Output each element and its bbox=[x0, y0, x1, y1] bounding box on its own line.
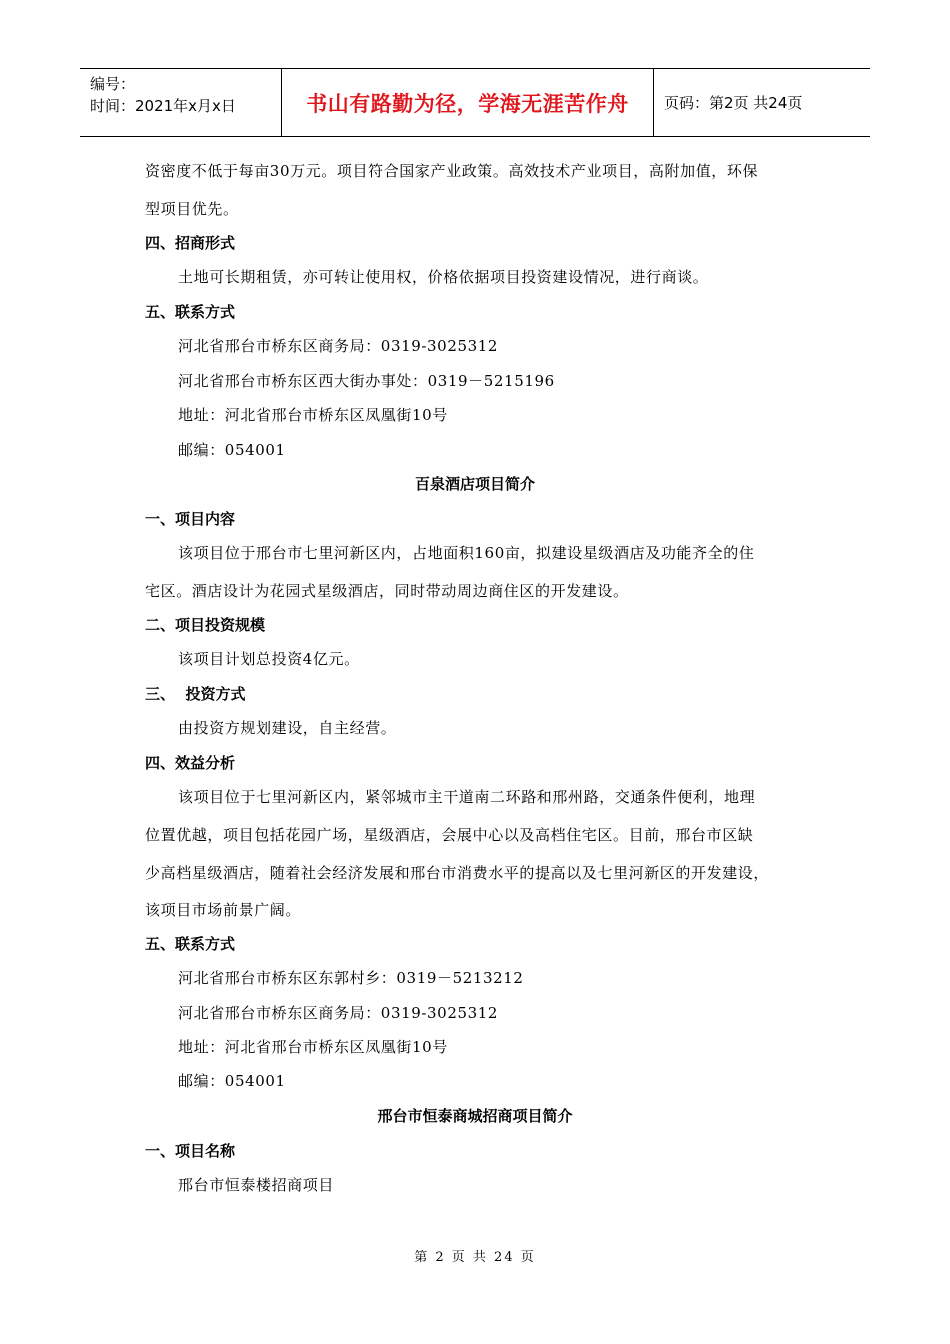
section-heading: 四、招商形式 bbox=[145, 234, 236, 252]
contact-line: 河北省邢台市桥东区西大街办事处：0319－5215196 bbox=[178, 372, 555, 390]
section-heading: 五、联系方式 bbox=[145, 303, 236, 321]
postcode-line: 邮编：054001 bbox=[178, 1072, 286, 1090]
section-heading: 四、效益分析 bbox=[145, 754, 236, 772]
page-footer: 第 2 页 共 24 页 bbox=[414, 1250, 536, 1265]
paragraph-line: 位置优越，项目包括花园广场，星级酒店，会展中心以及高档住宅区。目前，邢台市区缺 bbox=[145, 826, 754, 844]
paragraph-line: 宅区。酒店设计为花园式星级酒店，同时带动周边商住区的开发建设。 bbox=[145, 582, 629, 600]
address-line: 地址：河北省邢台市桥东区凤凰街10号 bbox=[178, 406, 448, 424]
document-number-label: 编号： bbox=[90, 75, 136, 93]
paragraph-line: 该项目位于七里河新区内，紧邻城市主干道南二环路和邢州路，交通条件便利，地理 bbox=[178, 788, 756, 806]
paragraph-line: 土地可长期租赁，亦可转让使用权，价格依据项目投资建设情况，进行商谈。 bbox=[178, 268, 709, 286]
paragraph-line: 该项目计划总投资4亿元。 bbox=[178, 650, 360, 668]
header-motto: 书山有路勤为径，学海无涯苦作舟 bbox=[282, 69, 654, 136]
postcode-line: 邮编：054001 bbox=[178, 441, 286, 459]
contact-line: 河北省邢台市桥东区东郭村乡：0319－5213212 bbox=[178, 969, 524, 987]
paragraph-line: 由投资方规划建设，自主经营。 bbox=[178, 719, 397, 737]
section-heading: 三、 投资方式 bbox=[145, 685, 246, 703]
paragraph-line: 型项目优先。 bbox=[145, 200, 239, 218]
project-title: 百泉酒店项目简介 bbox=[414, 475, 535, 493]
paragraph-line: 少高档星级酒店，随着社会经济发展和邢台市消费水平的提高以及七里河新区的开发建设， bbox=[145, 864, 770, 882]
section-heading: 二、项目投资规模 bbox=[145, 616, 266, 634]
paragraph-line: 邢台市恒泰楼招商项目 bbox=[178, 1176, 335, 1194]
paragraph-line: 该项目位于邢台市七里河新区内，占地面积160亩，拟建设星级酒店及功能齐全的住 bbox=[178, 544, 755, 562]
paragraph-line: 该项目市场前景广阔。 bbox=[145, 901, 302, 919]
section-heading: 五、联系方式 bbox=[145, 935, 236, 953]
paragraph-line: 资密度不低于每亩30万元。项目符合国家产业政策。高效技术产业项目，高附加值，环保 bbox=[145, 162, 759, 180]
project-title: 邢台市恒泰商城招商项目简介 bbox=[377, 1107, 573, 1125]
header-page-info: 页码：第2页 共24页 bbox=[664, 94, 803, 112]
page-header bbox=[80, 68, 870, 137]
header-meta bbox=[80, 69, 282, 136]
section-heading: 一、项目内容 bbox=[145, 510, 236, 528]
section-heading: 一、项目名称 bbox=[145, 1142, 236, 1160]
contact-line: 河北省邢台市桥东区商务局：0319-3025312 bbox=[178, 1004, 499, 1022]
contact-line: 河北省邢台市桥东区商务局：0319-3025312 bbox=[178, 337, 499, 355]
address-line: 地址：河北省邢台市桥东区凤凰街10号 bbox=[178, 1038, 448, 1056]
document-date: 时间：2021年x月x日 bbox=[90, 97, 236, 115]
